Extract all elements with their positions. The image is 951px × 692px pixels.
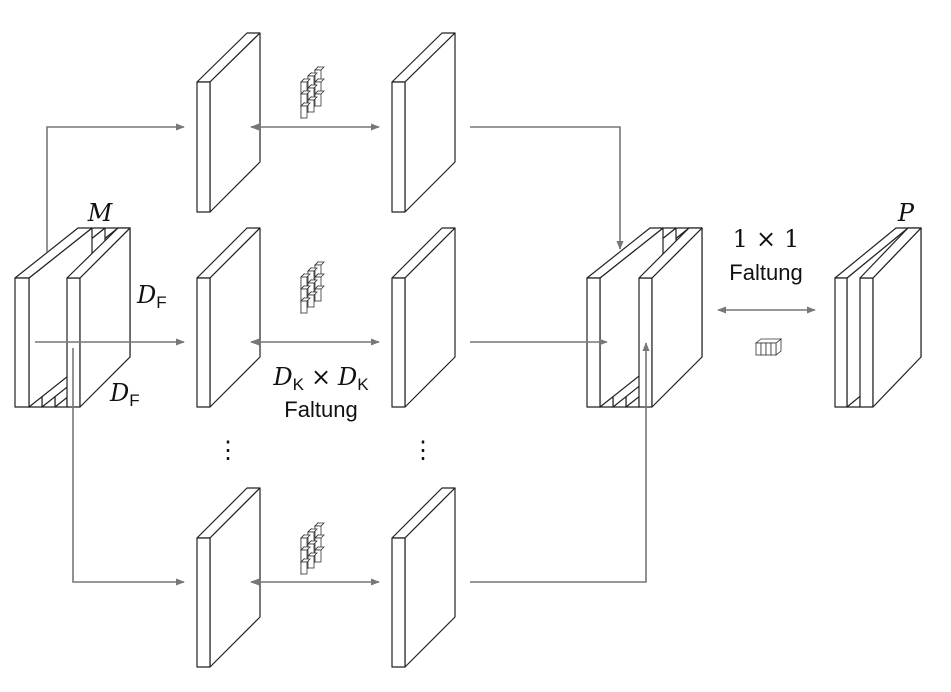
output-front-slice bbox=[860, 278, 873, 407]
depthwise-kernel-bottom bbox=[301, 523, 324, 574]
output-tensor bbox=[835, 228, 921, 407]
input-width-label: $D_F$ bbox=[110, 379, 140, 410]
feature-map-top-output bbox=[392, 33, 455, 212]
depthwise-kernel-middle bbox=[301, 262, 324, 313]
input-channels-label: M bbox=[87, 199, 113, 227]
depthwise-kernel-top bbox=[301, 67, 324, 118]
feature-map-top-input bbox=[197, 33, 260, 212]
feature-map-bottom-input bbox=[197, 488, 260, 667]
combined-tensor bbox=[587, 228, 702, 407]
depthwise-kernel-size-label: $D_K \times D_K$ bbox=[273, 363, 369, 394]
pointwise-operation-label: Faltung bbox=[729, 260, 803, 285]
input-height-label: $D_F$ bbox=[137, 281, 167, 312]
output-channels-label: P bbox=[897, 199, 915, 227]
merge-arrow-top bbox=[470, 127, 620, 249]
ellipsis-right: ⋮ bbox=[411, 436, 435, 464]
feature-map-middle-input bbox=[197, 228, 260, 407]
feature-map-middle-output bbox=[392, 228, 455, 407]
pointwise-kernel bbox=[756, 339, 781, 355]
feature-map-bottom-output bbox=[392, 488, 455, 667]
depthwise-operation-label: Faltung bbox=[284, 397, 358, 422]
pointwise-kernel-size-label: 1 × 1 bbox=[732, 225, 800, 253]
ellipsis-left: ⋮ bbox=[216, 436, 240, 464]
